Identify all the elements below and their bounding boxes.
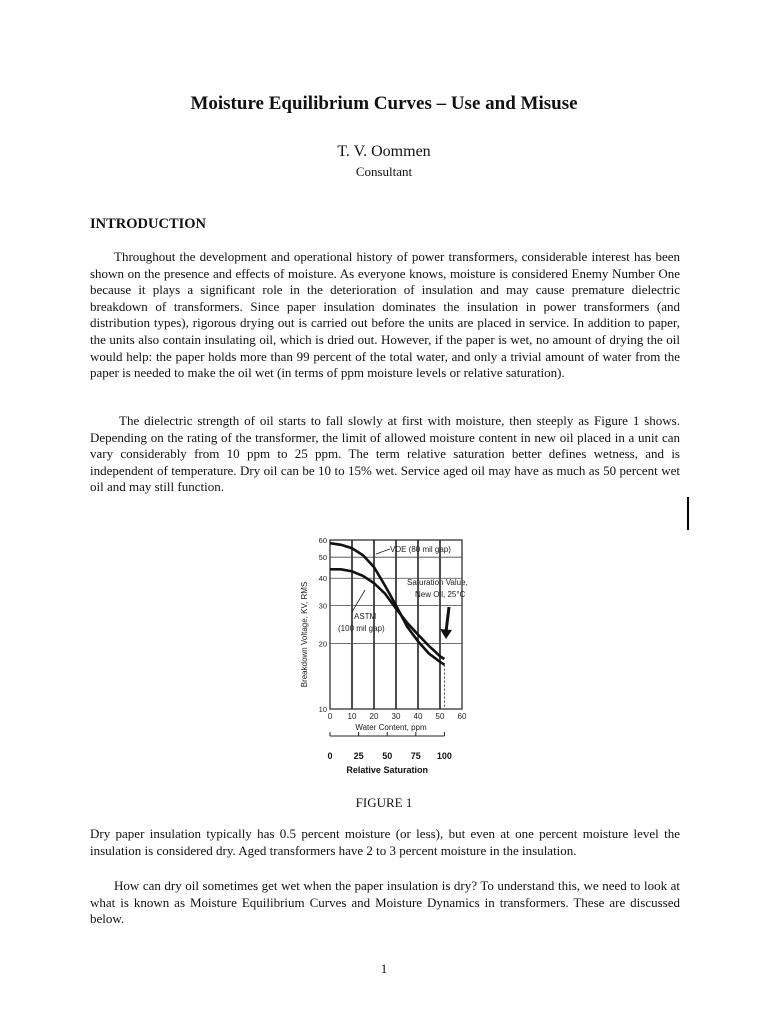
secondary-tick-label: 100 — [436, 751, 452, 761]
secondary-axis-title: Relative Saturation — [346, 765, 428, 775]
x-tick-label: 30 — [391, 712, 401, 721]
y-axis-title: Breakdown Voltage, KV, RMS — [300, 581, 309, 688]
paragraph-intro-text: Throughout the development and operational history of power transformers, considerable interest has been shown on the presence and effects of moisture. As everyone knows, moisture is considered Enemy Number One because it plays a significant role in the deterioration of insulation and may cause premature dielectric breakdown of transformers. Since paper insulation dominates the insulation in power transformers (and distribution types), rigorous drying out is carried out before the units are placed in service. In addition to paper, the units also contain insulating oil, which is dried out. However, if the paper is wet, no amount of drying the oil would help: the paper holds more than 99 percent of the total water, and only a trivial amount of water from the paper is needed to make the oil wet (in terms of ppm moisture levels or relative saturation). — [90, 249, 680, 381]
astm-annotation-line2: (100 mil gap) — [338, 624, 385, 633]
paper-title: Moisture Equilibrium Curves – Use and Misuse — [190, 93, 578, 114]
y-tick-label: 50 — [318, 553, 327, 563]
breakdown-voltage-chart — [290, 532, 490, 782]
y-tick-label: 40 — [318, 574, 327, 584]
paragraph-dielectric-text: The dielectric strength of oil starts to fall slowly at first with moisture, then steeply as Figure 1 shows. Depending on the rating of the transformer, the limit of allowed moisture content in new oil placed in a unit can vary considerably from 10 ppm to 25 ppm. The term relative saturation better defines wetness, and is independent of temperature. Dry oil can be 10 to 15% wet. Service aged oil may have as much as 50 percent wet oil and may still function. — [90, 413, 680, 495]
saturation-annotation-line2: New Oil, 25°C — [415, 590, 466, 599]
y-tick-label: 20 — [318, 639, 327, 649]
astm-pointer — [352, 590, 365, 612]
x-axis-title: Water Content, ppm — [355, 723, 427, 732]
figure-caption: FIGURE 1 — [355, 795, 413, 810]
saturation-arrow-shaft — [446, 607, 449, 632]
y-tick-label: 10 — [318, 705, 327, 714]
paragraph-dry-oil — [90, 878, 680, 928]
vde-pointer — [376, 549, 390, 554]
vde-annotation: VDE (80 mil gap) — [390, 545, 451, 554]
paragraph-paper-insulation-text: Dry paper insulation typically has 0.5 percent moisture (or less), but even at one percent moisture level the insulation is considered dry. Aged transformers have 2 to 3 percent moisture in the insulation. — [90, 826, 680, 858]
saturation-annotation: Saturation Value, — [407, 578, 468, 587]
secondary-tick-label: 0 — [327, 751, 333, 761]
revision-bar — [687, 497, 689, 530]
secondary-tick-label: 50 — [382, 751, 393, 761]
section-heading: INTRODUCTION — [90, 216, 207, 232]
secondary-tick-label: 75 — [410, 751, 421, 761]
author-affiliation: Consultant — [355, 164, 413, 179]
astm-annotation: ASTM — [354, 612, 377, 621]
paragraph-paper-insulation — [90, 826, 680, 859]
x-tick-label: 20 — [369, 712, 379, 721]
x-tick-label: 10 — [347, 712, 357, 721]
figure-1 — [290, 532, 490, 782]
y-tick-label: 30 — [318, 601, 327, 611]
author-name: T. V. Oommen — [337, 143, 431, 160]
saturation-arrow-head — [440, 629, 452, 639]
x-tick-label: 50 — [435, 712, 445, 721]
paragraph-dry-oil-text: How can dry oil sometimes get wet when the paper insulation is dry? To understand this, we need to look at what is known as Moisture Equilibrium Curves and Moisture Dynamics in transformers. These are discussed below. — [90, 878, 680, 927]
x-tick-label: 0 — [327, 712, 333, 721]
x-tick-label: 60 — [457, 712, 467, 721]
page-number: 1 — [380, 961, 388, 976]
secondary-tick-label: 25 — [353, 751, 364, 761]
x-tick-label: 40 — [413, 712, 423, 721]
vde-curve — [330, 543, 444, 665]
y-tick-label: 60 — [318, 536, 327, 545]
paragraph-intro — [90, 249, 680, 382]
paragraph-dielectric — [90, 413, 680, 496]
